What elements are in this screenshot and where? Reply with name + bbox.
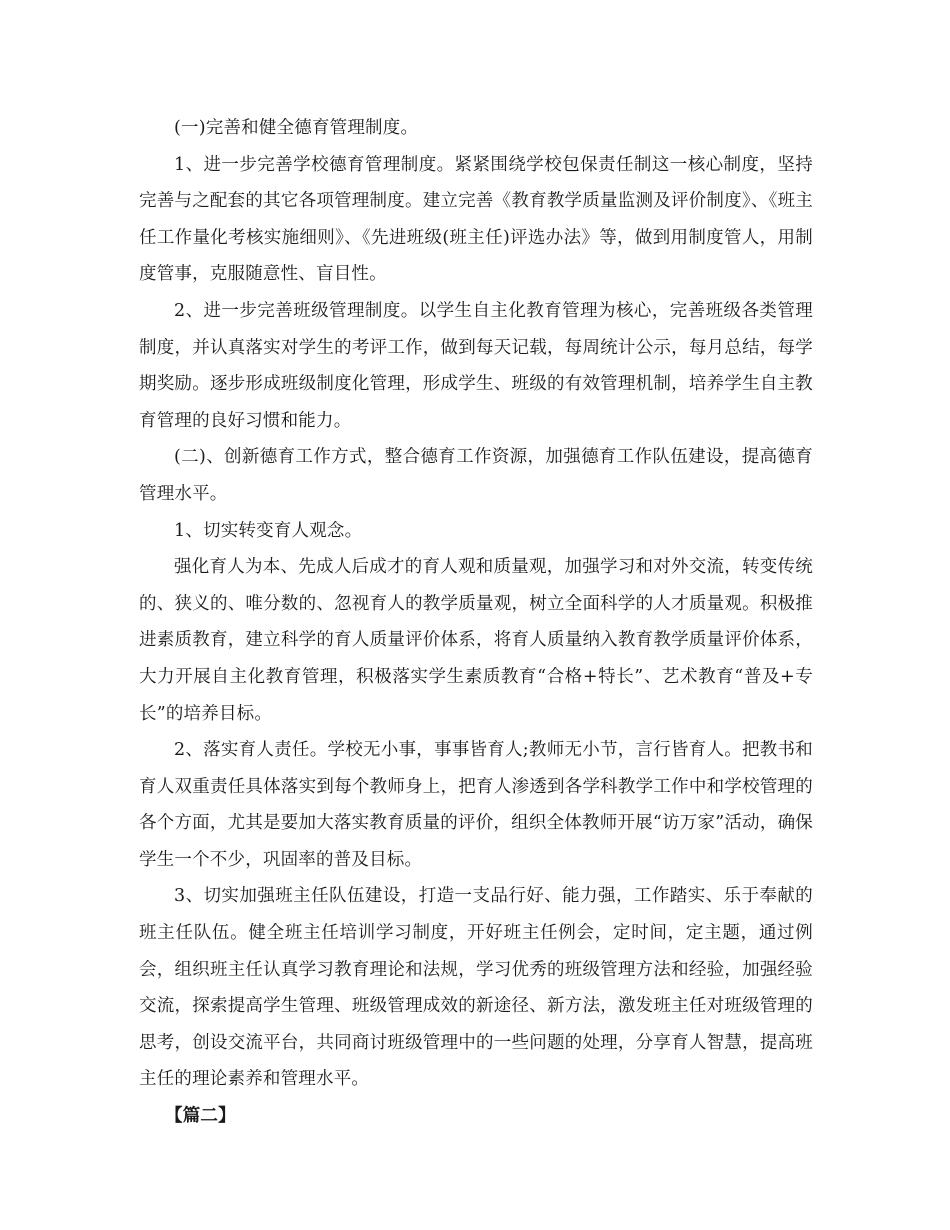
paragraph: 1、切实转变育人观念。 (174, 520, 363, 541)
paragraph: 强化育人为本、先成人后成才的育人观和质量观，加强学习和对外交流，转变传统的、狭义的、唯分数的、忽视育人的教学质量观，树立全面科学的人才质量观。积极推进素质教育，建立科学的育人质量评价体系，将育人质量纳入教育教学质量评价体系，大力开展自主化教育管理，积极落实学生素质教育“合格+特长”、艺术教育“普及+专长”的培养目标。 (139, 557, 813, 724)
part-title: 【篇二】 (165, 1106, 236, 1127)
paragraph: 2、落实育人责任。学校无小事，事事皆育人;教师无小节，言行皆育人。把教书和育人双重责任具体落实到每个教师身上，把育人渗透到各学科教学工作中和学校管理的各个方面，尤其是要加大落实教育质量的评价，组织全体教师开展“访万家”活动，确保学生一个不少，巩固率的普及目标。 (139, 740, 813, 870)
document-body (139, 110, 813, 1135)
section-heading-1: (一)完善和健全德育管理制度。 (174, 118, 419, 138)
paragraph: 2、进一步完善班级管理制度。以学生自主化教育管理为核心，完善班级各类管理制度，并认真落实对学生的考评工作，做到每天记载，每周统计公示，每月总结，每学期奖励。逐步形成班级制度化管理，形成学生、班级的有效管理机制，培养学生自主教育管理的良好习惯和能力。 (139, 300, 813, 431)
section-heading-2: (二)、创新德育工作方式，整合德育工作资源，加强德育工作队伍建设，提高德育管理水平。 (139, 447, 813, 504)
paragraph: 3、切实加强班主任队伍建设，打造一支品行好、能力强，工作踏实、乐于奉献的班主任队伍。健全班主任培训学习制度，开好班主任例会，定时间，定主题，通过例会，组织班主任认真学习教育理论和法规，学习优秀的班级管理方法和经验，加强经验交流，探索提高学生管理、班级管理成效的新途径、新方法，激发班主任对班级管理的思考，创设交流平台，共同商讨班级管理中的一些问题的处理，分享育人智慧，提高班主任的理论素养和管理水平。 (139, 886, 813, 1090)
paragraph: 1、进一步完善学校德育管理制度。紧紧围绕学校包保责任制这一核心制度，坚持完善与之配套的其它各项管理制度。建立完善《教育教学质量监测及评价制度》、《班主任工作量化考核实施细则》、《先进班级(班主任)评选办法》等，做到用制度管人，用制度管事，克服随意性、盲目性。 (139, 154, 813, 285)
